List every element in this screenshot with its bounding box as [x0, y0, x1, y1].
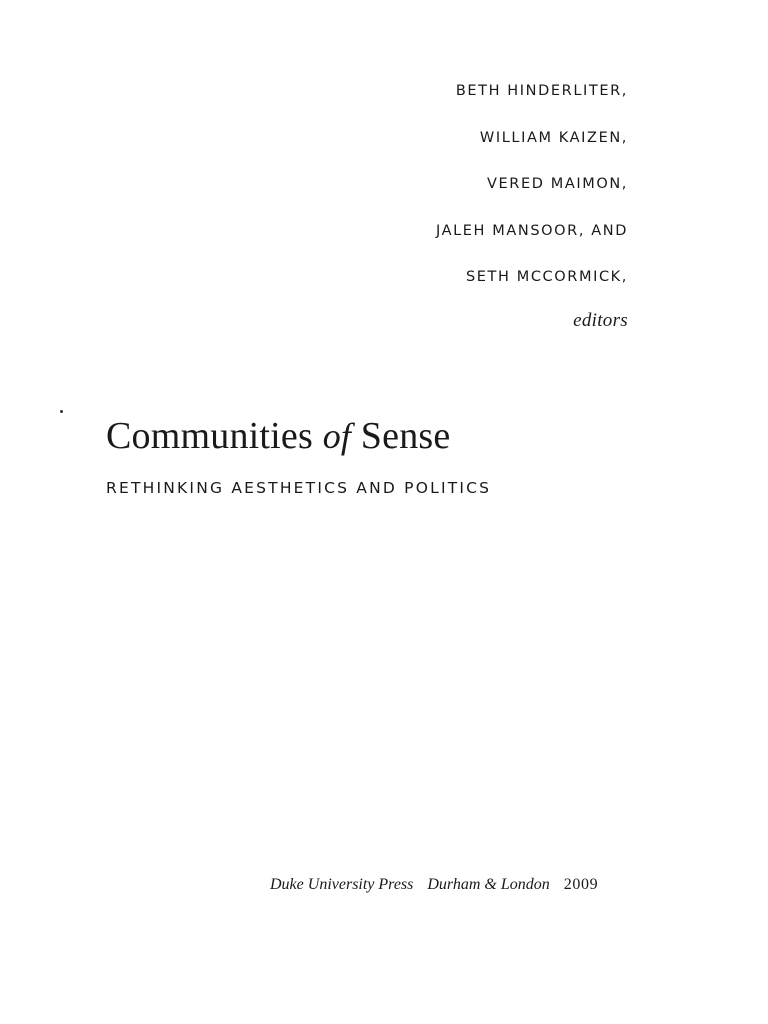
book-title-part: Sense — [351, 415, 451, 457]
editor-name: JALEH MANSOOR, AND — [435, 222, 628, 239]
editor-name: WILLIAM KAIZEN, — [479, 129, 628, 146]
publication-place: Durham & London — [427, 876, 550, 893]
print-speck — [60, 410, 63, 413]
editor-name: VERED MAIMON, — [487, 176, 628, 192]
publisher-name: Duke University Press — [270, 876, 414, 893]
book-title-part: Communities — [106, 415, 323, 457]
editor-name: BETH HINDERLITER, — [455, 83, 628, 99]
imprint-line — [270, 876, 598, 894]
book-title — [106, 414, 450, 458]
book-title-italic-part: of — [322, 416, 352, 456]
publication-year: 2009 — [563, 876, 599, 893]
editors-role-label: editors — [573, 309, 628, 331]
editors-block — [436, 80, 628, 332]
editor-name: SETH MCCORMICK, — [465, 269, 628, 285]
book-subtitle: RETHINKING AESTHETICS AND POLITICS — [106, 479, 492, 497]
